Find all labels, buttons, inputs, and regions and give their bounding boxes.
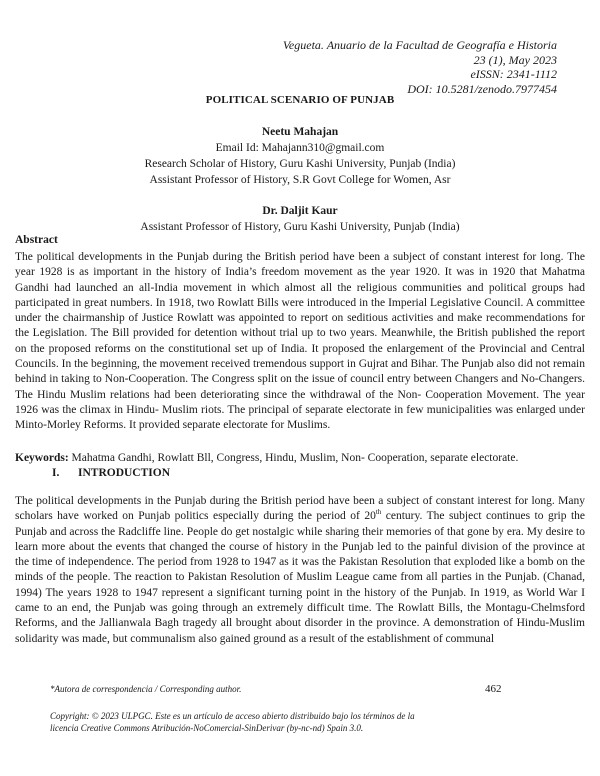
journal-issue: 23 (1), May 2023: [473, 52, 557, 67]
journal-name: Vegueta. Anuario de la Facultad de Geografía e Historia: [282, 38, 557, 52]
author2-name: Dr. Daljit Kaur: [262, 205, 338, 217]
intro-text-1: The political developments in the Punjab during the British period have been a subject of constant interest for long. Many scholars have worked on Punjab politics especially during the period of 20: [15, 495, 585, 523]
author2-block: [0, 203, 600, 235]
section-heading: [52, 467, 170, 479]
introduction-text: [15, 494, 585, 647]
section-title: INTRODUCTION: [78, 467, 171, 479]
copyright-notice: [50, 710, 470, 734]
page-number: 462: [485, 683, 502, 695]
section-number: I.: [52, 467, 60, 479]
author1-affiliation-2: Assistant Professor of History, S.R Govt College for Women, Asr: [149, 174, 451, 186]
author1-block: [0, 124, 600, 188]
journal-doi: DOI: 10.5281/zenodo.7977454: [407, 81, 557, 96]
copyright-line-1: Copyright: © 2023 ULPGC. Este es un artículo de acceso abierto distribuido bajo los términos de la: [50, 711, 415, 721]
keywords-label: Keywords:: [15, 452, 69, 464]
author1-name: Neetu Mahajan: [261, 126, 339, 138]
journal-eissn: eISSN: 2341-1112: [470, 67, 557, 82]
copyright-line-2: licencia Creative Commons Atribución-NoComercial-SinDerivar (by-nc-nd) Spain 3.0.: [50, 723, 364, 733]
author2-affiliation: Assistant Professor of History, Guru Kashi University, Punjab (India): [140, 221, 460, 233]
abstract-text: The political developments in the Punjab during the British period have been a subject of constant interest for long. The year 1928 is as important in the history of India’s freedom movement as the year 1920. It was in 1920 that Mahatma Gandhi had launched an all-India movement in which almost all the religious communities and political groups had participated in great numbers. In 1918, two Rowlatt Bills were introduced in the Imperial Legislative Council. A committee under the chairmanship of Justice Rowlatt was appointed to report on seditious activities and make recommendations for the Legislation. The Bill provided for detention without trial up to two years. Meanwhile, the British published the report on the proposed reforms on the constitutional set up of India. It proposed the enlargement of the Provincial and Central Councils. In the beginning, the movement received tremendous support in Gujrat and Bihar. The Punjab also did not remain behind in taking to Non-Cooperation. The Congress split on the issue of council entry between Changers and No-Changers. The Hindu Muslim relations had been deteriorating since the withdrawal of the Non- Cooperation Movement. The year 1926 was the climax in Hindu- Muslim riots. The principal of separate electorate in few municipalities was enlarged under Minto-Morley Reforms. It provided separate electorate for Muslims.: [15, 251, 585, 432]
journal-header: [177, 38, 557, 96]
keywords-line: [15, 451, 590, 466]
intro-superscript: th: [375, 508, 382, 517]
author1-affiliation-1: Research Scholar of History, Guru Kashi University, Punjab (India): [144, 158, 456, 170]
author1-email: Email Id: Mahajann310@gmail.com: [215, 142, 385, 154]
corresponding-author-footnote: *Autora de correspondencia / Corresponding author.: [50, 684, 242, 694]
intro-text-2: century. The subject continues to grip the Punjab and across the Radcliffe line. People do get nostalgic while sharing their memories of that gone by era. My desire to learn more about the events that changed the course of history in the Punjab led to the painful division of the province at the time of independence. The period from 1928 to 1947 as it was the Pakistan Resolution that exploded like a bomb on the minds of the people. The reaction to Pakistan Resolution of Muslim League came from all parties in the Punjab. (Chanad, 1994) The years 1928 to 1947 represent a significant turning point in the history of the Punjab. In 1919, as World War I came to an end, the Punjab was going through an extremely difficult time. The Rowlatt Bills, the Montagu-Chelmsford Reforms, and the Jallianwala Bagh tragedy all brought about disorder in the province. A demonstration of Hindu-Muslim solidarity was made, but communalism also gained ground as a result of the establishment of communal: [15, 510, 585, 645]
paper-title: POLITICAL SCENARIO OF PUNJAB: [205, 94, 395, 106]
keywords-text: Mahatma Gandhi, Rowlatt Bll, Congress, Hindu, Muslim, Non- Cooperation, separate electorate.: [68, 452, 519, 464]
abstract-heading: Abstract: [15, 234, 58, 246]
